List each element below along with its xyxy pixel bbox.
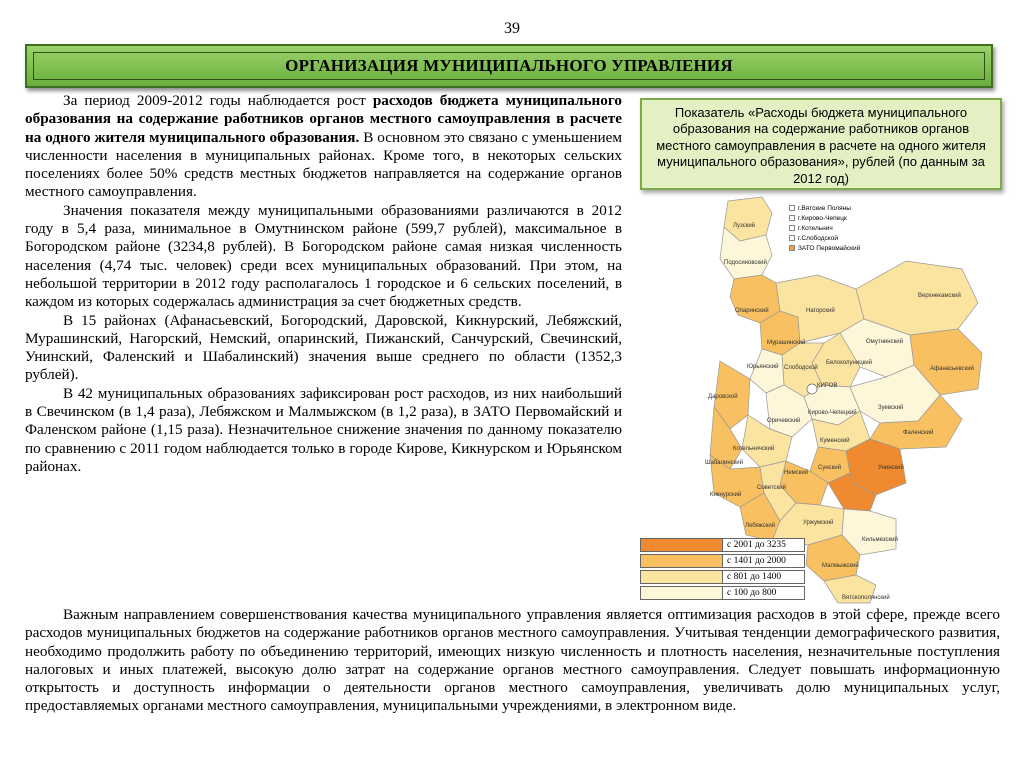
paragraph-3: В 15 районах (Афанасьевский, Богородский, Даровской, Кикнурский, Лебяжский, Мурашинский, Нагорский, Немский, опаринский, Пижанский, Санчурский, Свечинский, Унинский, Фаленский и Шабалинский) значения выше среднего по области (1352,3 рублей). (25, 311, 622, 384)
label-murashinsky: Мурашинский (767, 340, 806, 346)
label-darovskoy: Даровской (708, 394, 738, 400)
title-banner (25, 44, 993, 88)
label-verkhnekamsky: Верхнекамский (918, 293, 961, 299)
label-omutninsky: Омутнинский (866, 339, 903, 345)
range-legend-item (640, 553, 805, 569)
city-legend-swatch (789, 235, 795, 241)
bottom-text (25, 606, 1000, 716)
page-number: 39 (504, 20, 520, 37)
label-sovetsky: Советский (757, 485, 786, 491)
range-legend-label: с 2001 до 3235 (723, 538, 805, 552)
label-orichevsky: Оричевский (767, 418, 801, 424)
city-legend-swatch (789, 215, 795, 221)
label-nagorsky: Нагорский (806, 308, 835, 314)
range-legend (640, 537, 805, 601)
main-text-column (25, 92, 622, 476)
label-podosinovsky: Подосиновский (724, 260, 767, 266)
city-legend-item (789, 213, 860, 223)
range-legend-item (640, 569, 805, 585)
paragraph-1-end: В основном это связано с уменьшением численности населения в муниципальных районах. Кроме того, в некоторых сельских поселениях более 50% средств местных бюджетов направляется на содержание органов местного самоуправления. (25, 128, 622, 201)
paragraph-5: Важным направлением совершенствования качества муниципального управления является оптимизация расходов в этой сфере, прежде всего расходов муниципальных бюджетов на содержание работников органов местного самоуправления. Учитывая тенденции демографического развития, необходимо продолжить работу по объединению территорий, имеющих низкую численность и плотность населения, незначительные поступления налоговых и иных платежей, высокую долю затрат на содержание органов местного самоуправления. Следует повышать информационную открытость и доступность информации о деятельности органов местного самоуправления, увеличивать долю муниципальных услуг, предоставляемых органами местного самоуправления, муниципальными учреждениями, в электронном виде. (25, 606, 1000, 715)
page-title: ОРГАНИЗАЦИЯ МУНИЦИПАЛЬНОГО УПРАВЛЕНИЯ (285, 56, 733, 75)
city-legend-item (789, 223, 860, 233)
paragraph-1-bold: расходов бюджета муниципального образования на содержание работников органов местного самоуправления в расчете на одного жителя муниципального образования. (25, 92, 622, 146)
label-kiknursky: Кикнурский (710, 492, 742, 498)
range-legend-item (640, 585, 805, 601)
city-legend-label: г.Слободской (798, 234, 838, 242)
range-legend-swatch (640, 586, 723, 600)
label-kilmezsky: Кильмезский (862, 537, 898, 543)
range-legend-item (640, 537, 805, 553)
city-legend-label: г.Кирово-Чепецк (798, 214, 847, 222)
label-unsky: Унинский (878, 465, 904, 471)
range-legend-label: с 1401 до 2000 (723, 554, 805, 568)
indicator-caption: Показатель «Расходы бюджета муниципального образования на содержание работников органов местного самоуправления в расчете на одного жителя муниципального образования», рублей (по данным за 2012 год) (640, 98, 1002, 190)
paragraph-2: Значения показателя между муниципальными образованиями различаются в 2012 году в 5,4 раза, минимальное в Омутнинском районе (599,7 рублей), максимальное в Богородском районе (3234,8 рублей). В Богородском районе самая низкая численность населения (4,74 тыс. человек) среди всех муниципальных образований. При этом, на небольшой территории в 2012 году располагалось 1 городское и 6 сельских поселений, в каждом из которых содержалась администрация за счет бюджетных средств. (25, 201, 622, 311)
city-legend-swatch (789, 205, 795, 211)
city-legend-item (789, 203, 860, 213)
label-kirov: КИРОВ (817, 383, 838, 389)
label-zuevsky: Зуевский (878, 405, 904, 411)
label-afanasyevsky: Афанасьевский (930, 366, 974, 372)
label-vyatskopolyansky: Вятскополянский (842, 595, 890, 601)
label-belokholunitsky: Белохолуницкий (826, 360, 872, 366)
paragraph-1 (25, 92, 622, 202)
city-legend (789, 203, 860, 253)
label-malmyzhsky: Малмыжский (822, 563, 859, 569)
label-luzsky: Лузский (733, 223, 756, 229)
range-legend-label: с 100 до 800 (723, 586, 805, 600)
kirov-city-marker (807, 384, 817, 394)
city-legend-label: ЗАТО Первомайский (798, 244, 861, 252)
label-yuryansky: Юрьянский (747, 364, 779, 370)
range-legend-label: с 801 до 1400 (723, 570, 805, 584)
label-kumyonsky: Куменский (820, 438, 850, 444)
city-legend-swatch (789, 225, 795, 231)
label-urzhumsky: Уржумский (803, 520, 834, 526)
city-legend-item (789, 243, 860, 253)
city-legend-label: г.Вятские Поляны (798, 204, 851, 212)
city-legend-item (789, 233, 860, 243)
city-legend-label: г.Котельнич (798, 224, 833, 232)
city-legend-swatch (789, 245, 795, 251)
label-shabalinsky: Шабалинский (705, 460, 743, 466)
paragraph-4: В 42 муниципальных образованиях зафиксирован рост расходов, из них наибольший в Свечинском (в 1,4 раза), Лебяжском и Малмыжском (в 1,2 раза), в ЗАТО Первомайский и Фаленском районе (1,15 раза). Незначительное снижение значения по данному показателю по сравнению с 2011 годом наблюдается только в городе Кирове, Кикнурском и Юрьянском районах. (25, 384, 622, 475)
label-oparinsky: Опаринский (735, 308, 769, 314)
label-slobodskoy: Слободской (784, 365, 818, 371)
label-sunsky: Сунский (818, 465, 841, 471)
paragraph-1-start: За период 2009-2012 годы наблюдается рост (63, 92, 373, 109)
range-legend-swatch (640, 554, 723, 568)
range-legend-swatch (640, 538, 723, 552)
range-legend-swatch (640, 570, 723, 584)
label-lebyazhsky: Лебяжский (745, 523, 776, 529)
label-kotelnichsky: Котельничский (733, 446, 775, 452)
region-yuryansky (750, 349, 784, 393)
label-kirovo-chepetsky: Кирово-Чепецкий (808, 410, 857, 416)
label-nemsky: Немский (784, 470, 809, 476)
label-falensky: Фаленский (903, 430, 934, 436)
